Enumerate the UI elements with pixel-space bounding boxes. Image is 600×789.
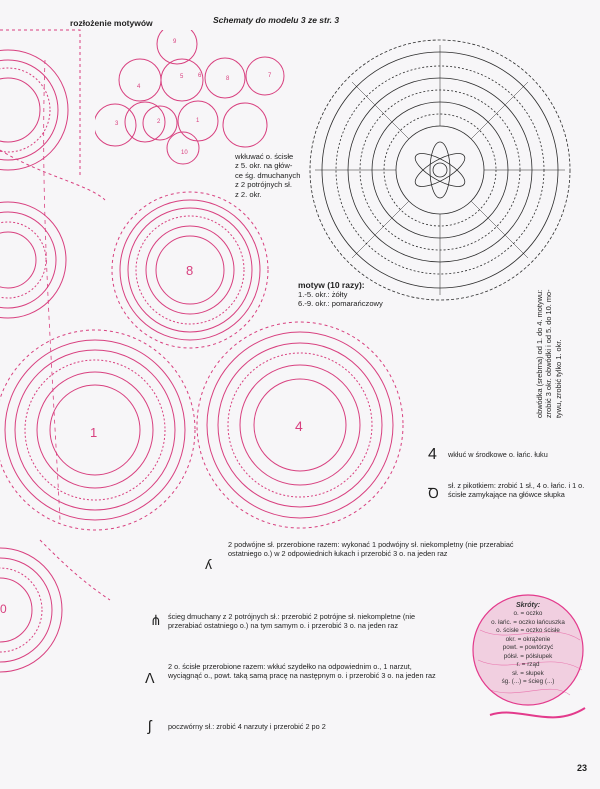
abbr-item: półsł. = półsłupek — [503, 652, 553, 660]
layout-num: 1 — [196, 118, 200, 124]
legend-text-3: 2 podwójne sł. przerobione razem: wykonać 1 podwójny sł. niekompletny (nie przerabiać ostatniego o.) w 2 odpowiednich łukach i przerobić 3 o. na jeden raz — [228, 540, 514, 559]
vertical-note — [535, 289, 563, 418]
motif-edge-middle — [0, 202, 66, 318]
page-number: 23 — [577, 763, 588, 773]
annotation-line: z 2. okr. — [235, 189, 262, 199]
symbol-3: ʎ — [205, 556, 212, 572]
motif-1 — [0, 330, 195, 530]
motif-edge-top — [0, 50, 68, 170]
motif-label-8: 8 — [186, 263, 194, 278]
layout-circle — [157, 30, 197, 64]
symbol-2: Ꝺ — [428, 485, 439, 501]
symbol-4: ⋔ — [150, 612, 162, 628]
legend-text-6: poczwórny sł.: zrobić 4 narzuty i przerobić 2 po 2 — [168, 722, 326, 731]
vertical-note-line: tywu, zrobić tylko 1. okr. — [553, 339, 563, 418]
motif-label-1: 1 — [90, 425, 98, 440]
motif-edge-bottom — [0, 548, 62, 672]
symbol-6: ʃ — [148, 718, 152, 735]
layout-num: 5 — [180, 74, 184, 80]
layout-diagram — [95, 30, 285, 165]
vertical-note-line: zrobić 3 okr. obwódki i od 5. do 10. mo- — [544, 289, 554, 418]
schemes-label: Schematy do modelu 3 ze str. 3 — [213, 15, 340, 25]
layout-num: 7 — [268, 73, 272, 79]
annotation-line: ce śg. dmuchanych — [235, 170, 301, 180]
layout-num: 4 — [137, 84, 141, 90]
motif-info-title: motyw (10 razy): — [298, 280, 365, 290]
symbol-5: ᐱ — [145, 670, 155, 686]
layout-num: 8 — [226, 76, 230, 82]
legend-text-1: wkłuć w środkowe o. łańc. łuku — [448, 450, 548, 459]
abbr-item: o. ścisłe = oczko ścisłe — [496, 627, 560, 635]
layout-num: 2 — [157, 119, 161, 125]
layout-num: 10 — [181, 150, 188, 156]
annotation-line: z 2 potrójnych sł. — [235, 180, 292, 190]
abbr-item: śg. (...) = ścieg (...) — [501, 678, 555, 686]
motif-info-row: 6.-9. okr.: pomarańczowy — [298, 299, 383, 309]
center-flower — [411, 142, 469, 198]
legend-text-5: 2 o. ścisłe przerobione razem: wkłuć szydełko na odpowiednim o., 1 narzut, wyciągnąć o., powt. taką samą pracę na następnym o. i przerobić 3 o. na jeden raz — [168, 662, 436, 681]
annotation-line: wkłuwać o. ścisłe — [235, 152, 294, 161]
abbr-item: o. = oczko — [513, 610, 543, 618]
legend-text-4: ścieg dmuchany z 2 potrójnych sł.: przerobić 2 potrójne sł. niekompletne (nie przerabiać ostatniego o.) na tym samym o. i przerobić 3 o. na jeden raz — [168, 612, 416, 631]
layout-label: rozłożenie motywów — [70, 18, 153, 28]
abbr-item: okr. = okrążenie — [505, 635, 551, 643]
abbreviations-box — [480, 601, 576, 687]
motif-label-4: 4 — [295, 418, 303, 434]
abbreviations-title: Skróty: — [515, 602, 541, 609]
layout-num: 9 — [173, 39, 177, 45]
chart-annotation — [235, 152, 300, 199]
motif-info-row: 1.-5. okr.: żółty — [298, 290, 348, 299]
symbol-1: 4 — [428, 446, 437, 463]
annotation-line: z 5. okr. na głów- — [235, 161, 293, 171]
abbr-item: sł. = słupek — [512, 669, 544, 677]
motif-info — [298, 280, 383, 309]
abbr-item: o. łańc. = oczko łańcuszka — [491, 618, 565, 626]
vertical-note-line: obwódka (srebrna) od 1. do 4. motywu: — [535, 289, 544, 418]
crochet-chart — [300, 35, 590, 305]
abbr-item: r. = rząd — [516, 661, 540, 669]
layout-num: 3 — [115, 121, 119, 127]
motif-label-10: 0 — [0, 602, 7, 616]
legend-text-2: sł. z pikotkiem: zrobić 1 sł., 4 o. łańc. i 1 o. ścisłe zamykające na główce słupka — [448, 481, 585, 500]
abbr-item: powt. = powtórzyć — [502, 644, 554, 652]
layout-num: 6 — [198, 73, 202, 79]
